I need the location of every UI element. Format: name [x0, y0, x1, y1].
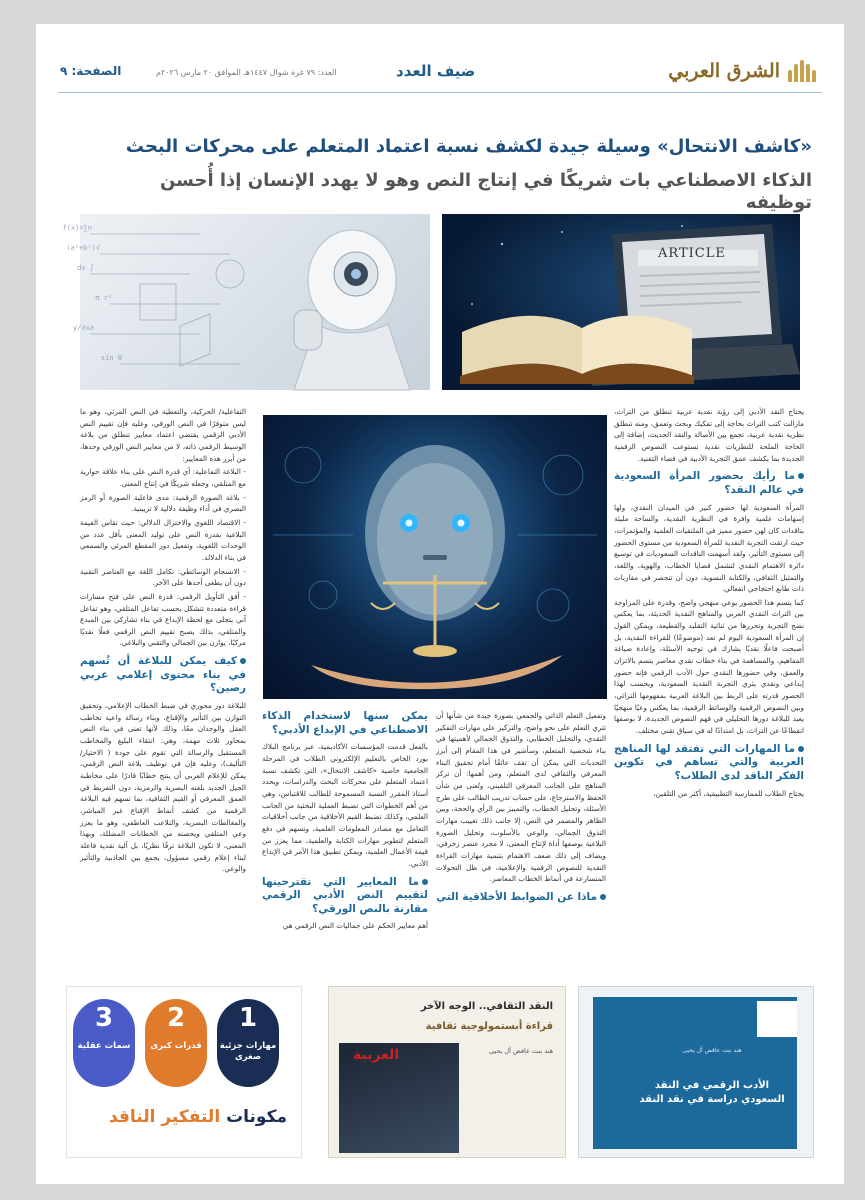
article-column-right: [614, 406, 804, 801]
caption-part: مكونات: [226, 1107, 287, 1127]
book-cover-digital-literature: [578, 986, 814, 1158]
newspaper-page: [36, 24, 844, 1184]
component-pill: [145, 999, 207, 1087]
cover-author: هند بنت عافض آل يحيى: [682, 1047, 742, 1054]
svg-text:π r²: π r²: [95, 294, 112, 302]
cover-author: هند بنت عافض آل يحيى: [488, 1047, 553, 1055]
robot-thinking-photo: [62, 214, 430, 390]
paragraph: للبلاغة دور محوري في ضبط الخطاب الإعلامي، وتحقيق التوازن بين التأثير والإقناع، وبناء رسالة واعية تخاطب العقل والوجدان معًا، وذلك لأنها تعنى في بناء النص بمحاور ثلاث مهمة، وهي: انتقاء البليغ والمخاطب المستقبل والرسالة التي تقوم على جودة ( الاختيار/ التأليف)، وعليه فإن في توظيف بلاغة النص الرقمي، يمكن للإعلام العربي أن ينتج خطابًا قادرًا على مخاطبة الجيل الجديد بلغته البصرية والرمزية، دون التفريط في العمق المعرفي أو القيم الثقافية، بما تسهم فيه البلاغة الرقمية من كشف أنماط الإقناع غير المباشر، والمغالطات البصرية، والتلاعب العاطفي، وهو ما يعزز وعي المتلقي ويحصنه من الخطابات المضللة، وبهذا المعنى، لا تكون البلاغة ترفًا نظريًا، بل آلية نقدية فاعلة لبناء إعلام رقمي مسؤول، يجمع بين الجاذبية والتأثير والوعي.: [80, 701, 246, 874]
svg-text:√(a²+b²): √(a²+b²): [66, 244, 100, 252]
paragraph: وتفعيل التعلم الذاتي والجمعي بصورة جيدة من شأنها أن تثري التعلم على نحو واضح، والتركيز على مهارات التفكير النقدي، والتحليل الخطابي، والتذوق الجمالي لأهميتها في بناء شخصية المتعلم، وسأشير في هذا المقام إلى أبرز التحديات التي يمكن أن تقف عائقًا أمام تحقيق البناء المعرفي والثقافي لدى المتعلم، ومن أهمها: أن تركز المناهج على الجانب المعرفي التلقيني، وتُعنى من شأن الحفظ والاسترجاع، على حساب تدريب الطالب على طرح الأسئلة، وتحليل الخطاب، والتمييز بين الرأي والحجة، وبين الظاهر والمضمر في النص، إلا جانب ذلك تغييب مهارات التذوق الجمالي، والوعي بالأسلوب، وتحليل الصورة البلاغية بوصفها أداة لإنتاج المعنى، لا مجرد عنصر زخرفي، ويضاف إلى ذلك ضعف الاهتمام بتنمية مهارات القراءة النقدية للنصوص الرقمية والإعلامية، في ظل التحولات المتسارعة في أنماط الخطاب المعاصر.: [436, 711, 606, 884]
article-column-mid-right: [436, 710, 606, 908]
paragraph: يحتاج الطلاب للممارسة التطبيقية، أكثر من التلقين،: [653, 788, 804, 798]
question-text: ماذا عن الضوابط الأخلاقية التي: [436, 890, 597, 903]
infographic-caption: [109, 1107, 287, 1127]
interview-question: [614, 470, 804, 497]
bullet-icon: [798, 746, 804, 752]
paragraph: أهم معايير الحكم على جماليات النص الرقمي هي: [282, 921, 428, 931]
paragraph: - بلاغة الصورة الرقمية: مدى فاعلية الصورة أو الرمز البصري في أداء وظيفة دلالية لا تزيينية.: [80, 492, 246, 514]
components-row: [77, 999, 287, 1099]
magazine-thumbnail: [339, 1043, 459, 1153]
paragraph: - البلاغة التفاعلية: أي قدرة النص على بناء علاقة حوارية مع المتلقي، وجعله شريكًا في إنتاج المعنى.: [80, 467, 246, 488]
question-text: كيف يمكن للبلاغة أن تُسهم في بناء محتوى إعلامي عربي رصين؟: [80, 655, 246, 695]
svg-text:f(x)=∑n: f(x)=∑n: [62, 224, 92, 232]
ai-justice-illustration: [260, 412, 610, 702]
article-column-left: [80, 406, 246, 877]
masthead: [36, 24, 844, 114]
laptop-book-photo: [442, 214, 800, 390]
component-number: 1: [238, 1003, 258, 1033]
publication-logo: [668, 60, 816, 82]
component-label: سمات عقلية: [77, 1041, 131, 1051]
section-name: ضيف العدد: [396, 62, 476, 80]
critical-thinking-infographic: [66, 986, 302, 1158]
interview-question: [436, 891, 606, 905]
paragraph: كما يتسم هذا الحضور بوعي منهجي واضح، وقدرة على المزاوجة بين التراث النقدي العربي والمناهج النقدية الحديثة، بما يعكس نضج التجربة وتحررها من ثنائية التقليد والقطيعة، ويمكن القول إن المرأة السعودية اليوم لم تعد (موضوعًا) للقراءة النقدية، بل أصبحت فاعلًا نقديًا يشارك في توجيه الأسئلة، وإعادة صياغة المفاهيم، والمساهمة في بناء خطاب نقدي معاصر يتسم بالاتزان والعمق، وفي حضورها النقدي حول الأدب الرقمي فإنه حضور إبداعي ونقدي يثري التجربة النقدية السعودية، ويحسب لهذا الحضور قدرته على الربط بين البلاغة العربية بمفهومها التراثي، وبين النصوص الرقمية والوسائط الرقمية، بما يعكس وعيًا منهجيًا يعيد للبلاغة دورها التحليلي في فهم النصوص الجديدة، لا بوصفها انقطاعًا عن التراث، بل امتدادًا له في سياق تقني مختلف.: [614, 597, 804, 736]
cover-title: الأدب الرقمي في النقد السعودي دراسة في نقد النقد: [639, 1080, 785, 1105]
bullet-icon: [798, 473, 804, 479]
bullet-icon: [600, 894, 606, 900]
cover-title: النقد الثقافي.. الوجه الآخر: [420, 1001, 553, 1012]
svg-text:sin θ: sin θ: [100, 354, 122, 362]
magazine-name: العربية: [353, 1047, 400, 1063]
component-number: 2: [166, 1003, 186, 1033]
paragraph: بالفعل قدمت المؤسسات الأكاديمية، عبر برنامج البلاك بورد الخاص بالتعليم الإلكتروني الطلاب في المرحلة الجامعية خاصية «كاشف الانتحال»، التي تكشف نسبة اعتماد المتعلم على محركات البحث والدراسات، ويحدد أستاذ المقرر النسبة المسموحة للطالب للاقتباس، وهي من أهم الخطوات التي تضبط العملية البحثية من الجانب العلمي، وكذلك تضبط القيم الأخلاقية من جانب أخلاقيات التعامل مع مصادر المعلومات العلمية، وتسهم في دفع المتعلم لتطوير مهارات الكتابة والعلمية، مما يعزز من قيمة الأعمال العلمية، ويمكن تطبيق هذا الأمر في الإبداع الأدبي.: [262, 742, 428, 868]
article-column-mid-left: [262, 710, 428, 934]
question-text: ما رأيك بحضور المرأة السعودية في عالم النقد؟: [614, 470, 804, 496]
paragraph: - الاقتصاد اللغوي والاختزال الدلالي: حيث تقاس القيمة البلاغية بقدرة النص على توليد المعنى بأقل عدد من الوحدات اللغوية، وتفعيل دور المقطع المرئي والسمعي في بناء الدلالة.: [80, 517, 246, 562]
university-logo-icon: [757, 1001, 797, 1037]
component-pill: [73, 999, 135, 1087]
interview-question: يمكن سنها لاستخدام الذكاء الاصطناعي في الإبداع الأدبي؟: [262, 710, 428, 736]
component-number: 3: [94, 1003, 114, 1033]
paragraph: - الانسجام الوسائطي: تكامل اللغة مع العناصر التقنية دون أن يطغى أحدها على الآخر.: [80, 566, 246, 588]
article-headline: «كاشف الانتحال» وسيلة جيدة لكشف نسبة اعتماد المتعلم على محركات البحث: [125, 136, 812, 157]
book-cover-cultural-criticism: [328, 986, 566, 1158]
paragraph: المرأة السعودية لها حضور كبير في الميدان النقدي، ولها إسهامات علمية وافرة في النظرية النقدية، والساحة مليئة بناقدات كان لهن حضور مميز في الملتقيات العلمية والمؤتمرات، حيث ارتقت التجربة النقدية للمرأة السعودية من مستوى الحضور إلى مستوى التأثير، ولقد أسهمت الناقدات السعوديات في توسيع دائرة الاهتمام النقدي لتشمل قضايا الخطاب، والهوية، واللغة، والتمثيل الثقافي، والكتابة النسوية، دون أن تنحصر في مقاربات ذات طابع احتجاجي انفعالي.: [614, 502, 804, 594]
cover-subtitle: قراءة أبستمولوجية ثقافية: [425, 1021, 553, 1032]
bullet-icon: [240, 658, 246, 664]
page-number: الصفحة: ٩: [60, 64, 122, 78]
header-rule: [58, 92, 822, 93]
logo-mark-icon: [786, 60, 816, 82]
interview-question: [614, 743, 804, 784]
caption-accent: التفكير الناقد: [108, 1107, 221, 1127]
interview-question: [80, 655, 246, 696]
component-label: قدرات كبرى: [150, 1041, 202, 1051]
paragraph: يحتاج النقد الأدبي إلى رؤية نقدية عربية تنطلق من التراث، مازالت كتب التراث بحاجة إلى تفكيك وبحث وتعمق، ومنه تنطلق نظرية نقدية عربية، تجمع بين الأصالة والنقد الحديث، إضافة إلى الحاجة الملحة للنظريات نقدية تستوعب النصوص الرقمية الجديدة بما يكشف عمق التجربة الأدبية في فضاء التقنية.: [614, 407, 804, 463]
paragraph: - أفق التأويل الرقمي: قدرة النص على فتح مسارات قراءة متعددة تتشكل بحسب تفاعل المتلقي، وهو تفاعل آني يتجلى مع لحظة الإبداع في بناء تشاركي بين المبدع والمتلقي، بذلك يصبح تقييم النص الرقمي فعلًا نقديًا مركبًا، يوازن بين الجمالي والتقني والبلاغي.: [80, 591, 246, 648]
bottom-image-strip: [66, 986, 814, 1158]
logo-text: الشرق العربي: [668, 60, 780, 82]
article-subheadline: الذكاء الاصطناعي بات شريكًا في إنتاج النص وهو لا يهدد الإنسان إذا أُحسن توظيفه: [159, 170, 812, 213]
svg-text:∂y/∂x: ∂y/∂x: [72, 324, 94, 332]
paragraph: التفاعلية/ الحركية، والتعطية في النص المرئي، وهو ما ليس متوفرًا في النص الورقي، وعليه فإن تقييم النص الأدبي الرقمي يقتضي اعتماد معايير تنطلق من بلاغة الوسيط الرقمي ذاته، لا من معايير النص الورقي وحدها، من أبرز هذه المعايير:: [80, 407, 246, 463]
component-label: مهارات جزئية صغرى: [219, 1041, 277, 1063]
question-text: ما المهارات التي تفتقد لها المناهج العربية والتي تساهم في تكوين الفكر الناقد لدى الطلاب؟: [614, 742, 804, 782]
issue-info: العدد: ٧٩ غرة شوال ١٤٤٧هـ الموافق ٢٠ مارس ٢٠٢٦م: [156, 68, 337, 77]
article-screen-label: ARTICLE: [658, 246, 726, 261]
question-text: ما المعايير التي تقترحينها لتقييم النص الأدبي الرقمي مقارنة بالنص الورقي؟: [262, 875, 428, 915]
component-pill: [217, 999, 279, 1087]
interview-question: [262, 876, 428, 917]
svg-text:∫ dx: ∫ dx: [77, 264, 94, 272]
bullet-icon: [422, 879, 428, 885]
